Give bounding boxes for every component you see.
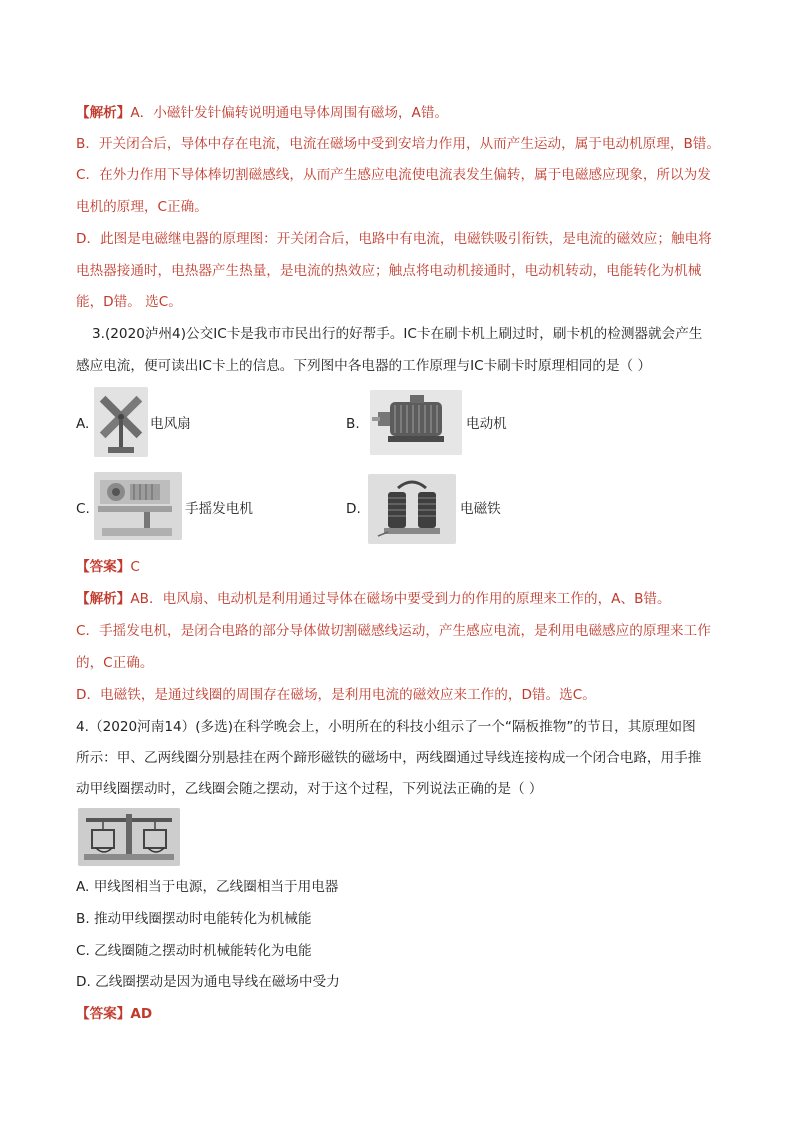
question-4-option-d: D. 乙线圈摆动是因为通电导线在磁场中受力: [76, 974, 340, 990]
question-4-option-c: C. 乙线圈随之摆动时机械能转化为电能: [76, 943, 312, 959]
option-a-caption: 电风扇: [150, 416, 191, 432]
option-c-caption: 手摇发电机: [185, 501, 253, 517]
option-a-letter: A.: [76, 416, 90, 432]
question-4-line3: 动甲线圈摆动时，乙线圈会随之摆动，对于这个过程，下列说法正确的是（ ）: [76, 781, 543, 797]
analysis-line-d3: 能，D错。 选C。: [76, 294, 182, 310]
question-3-line2: 感应电流，便可读出IC卡上的信息。下列图中各电器的工作原理与IC卡刷卡时原理相同的是（ ）: [76, 358, 652, 374]
answer-4-tag: 【答案】: [76, 1006, 131, 1022]
fan-image: [94, 387, 148, 457]
answer-tag: 【答案】: [76, 559, 131, 575]
answer-4: [76, 1005, 152, 1023]
question-4-option-a: A. 甲线图相当于电源，乙线圈相当于用电器: [76, 879, 339, 895]
analysis-line-d1: D．此图是电磁继电器的原理图：开关闭合后，电路中有电流，电磁铁吸引衔铁，是电流的磁效应；触电将: [76, 231, 712, 247]
analysis-tag: 【解析】: [76, 105, 131, 121]
analysis-line-b: B．开关闭合后，导体中存在电流，电流在磁场中受到安培力作用，从而产生运动，属于电动机原理，B错。: [76, 136, 720, 152]
motor-image: [370, 390, 462, 455]
generator-image: [94, 472, 182, 540]
analysis-line-c1: C．在外力作用下导体棒切割磁感线，从而产生感应电流使电流表发生偏转，属于电磁感应现象，所以为发: [76, 167, 711, 183]
question-4-option-b: B. 推动甲线圈摆动时电能转化为机械能: [76, 911, 312, 927]
answer-3-value: C: [130, 559, 140, 575]
answer-4-value: AD: [130, 1006, 153, 1022]
coil-diagram-image: [78, 808, 180, 866]
analysis-line-d2: 电热器接通时，电热器产生热量，是电流的热效应；触点将电动机接通时，电动机转动，电能转化为机械: [76, 263, 702, 279]
option-b-letter: B.: [346, 416, 360, 432]
analysis2-line-d: D．电磁铁，是通过线圈的周围存在磁场，是利用电流的磁效应来工作的，D错。选C。: [76, 687, 596, 703]
analysis2-line-c1: C．手摇发电机，是闭合电路的部分导体做切割磁感线运动，产生感应电流，是利用电磁感应的原理来工作: [76, 623, 711, 639]
question-4-line2: 所示：甲、乙两线圈分别悬挂在两个蹄形磁铁的磁场中，两线圈通过导线连接构成一个闭合电路，用手推: [76, 750, 702, 766]
answer-3: [76, 558, 140, 576]
analysis-line-a: [76, 104, 448, 122]
option-c-letter: C.: [76, 501, 90, 517]
option-b-caption: 电动机: [466, 416, 507, 432]
analysis2-tag: 【解析】: [76, 591, 131, 607]
analysis-line-c2: 电机的原理，C正确。: [76, 199, 208, 215]
analysis-a-text: A．小磁针发针偏转说明通电导体周围有磁场，A错。: [130, 105, 449, 121]
electromagnet-image: [368, 474, 456, 544]
question-4-line1: 4.（2020河南14）(多选)在科学晚会上，小明所在的科技小组示了一个“隔板推物”的节日，其原理如图: [76, 719, 696, 735]
analysis2-line-c2: 的，C正确。: [76, 655, 154, 671]
option-d-caption: 电磁铁: [460, 501, 501, 517]
analysis2-line-ab: [76, 590, 671, 608]
analysis2-ab-text: AB．电风扇、电动机是利用通过导体在磁场中要受到力的作用的原理来工作的，A、B错。: [130, 591, 671, 607]
question-3-line1: 3.(2020泸州4)公交IC卡是我市市民出行的好帮手。IC卡在刷卡机上刷过时，刷卡机的检测器就会产生: [92, 326, 703, 342]
option-d-letter: D.: [346, 501, 361, 517]
